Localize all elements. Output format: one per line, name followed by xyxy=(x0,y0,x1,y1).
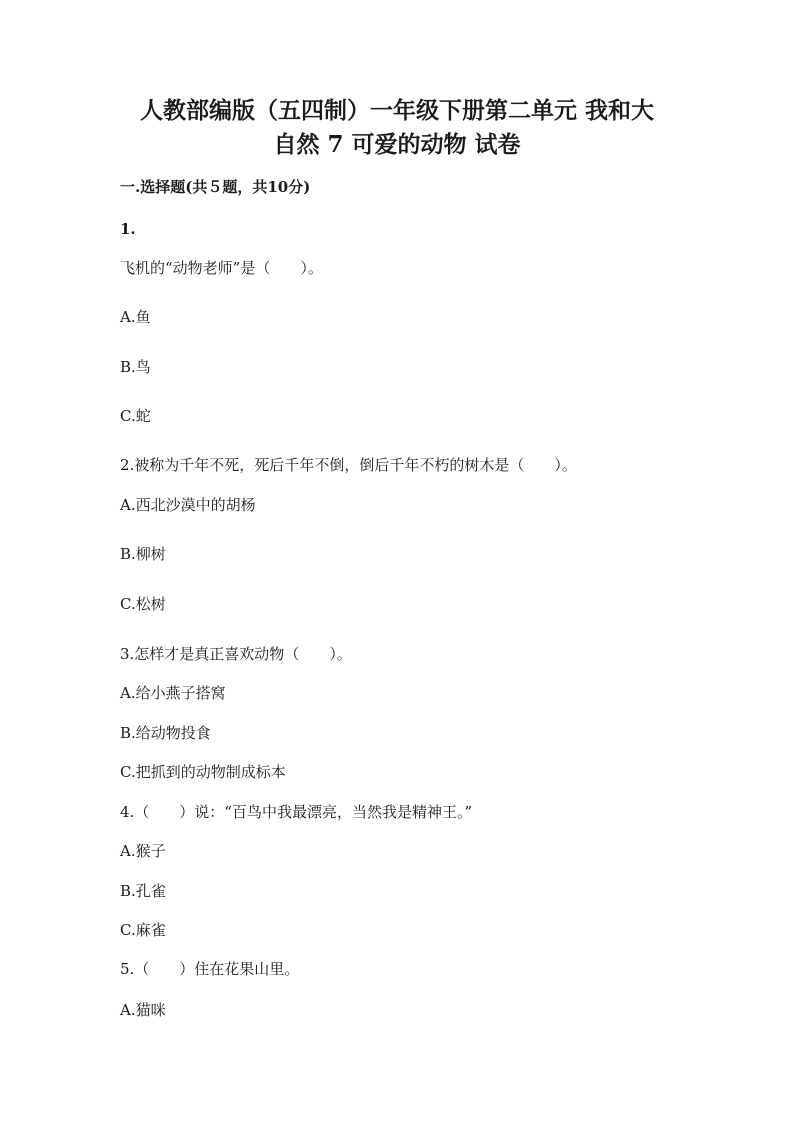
question-3-option-a: A.给小燕子搭窝 xyxy=(120,684,226,702)
question-5-option-a: A.猫咪 xyxy=(120,1001,166,1019)
question-1-option-a: A.鱼 xyxy=(120,308,151,326)
question-3-option-c: C.把抓到的动物制成标本 xyxy=(120,763,286,781)
question-2-option-a: A.西北沙漠中的胡杨 xyxy=(120,496,256,514)
question-1-option-c: C.蛇 xyxy=(120,407,151,425)
question-2-option-c: C.松树 xyxy=(120,595,166,613)
question-3-option-b: B.给动物投食 xyxy=(120,724,211,742)
question-2-stem: 2.被称为千年不死，死后千年不倒，倒后千年不朽的树木是（ ）。 xyxy=(120,456,577,474)
question-4-option-c: C.麻雀 xyxy=(120,921,166,939)
question-2-option-b: B.柳树 xyxy=(120,545,166,563)
question-4-option-a: A.猴子 xyxy=(120,842,166,860)
question-4-stem: 4.（ ）说：“百鸟中我最漂亮，当然我是精神王。” xyxy=(120,803,473,821)
page-title-line-1: 人教部编版（五四制）一年级下册第二单元 我和大 xyxy=(139,97,654,124)
question-3-stem: 3.怎样才是真正喜欢动物（ ）。 xyxy=(120,645,352,663)
page-title-line-2: 自然 7 可爱的动物 试卷 xyxy=(273,131,521,158)
question-1-stem: 飞机的“动物老师”是（ ）。 xyxy=(120,259,323,277)
question-4-option-b: B.孔雀 xyxy=(120,882,166,900)
question-1-option-b: B.鸟 xyxy=(120,358,151,376)
section-heading: 一.选择题(共５题，共10分) xyxy=(120,178,311,196)
question-5-stem: 5.（ ）住在花果山里。 xyxy=(120,960,300,978)
question-1-number: 1. xyxy=(120,220,136,238)
